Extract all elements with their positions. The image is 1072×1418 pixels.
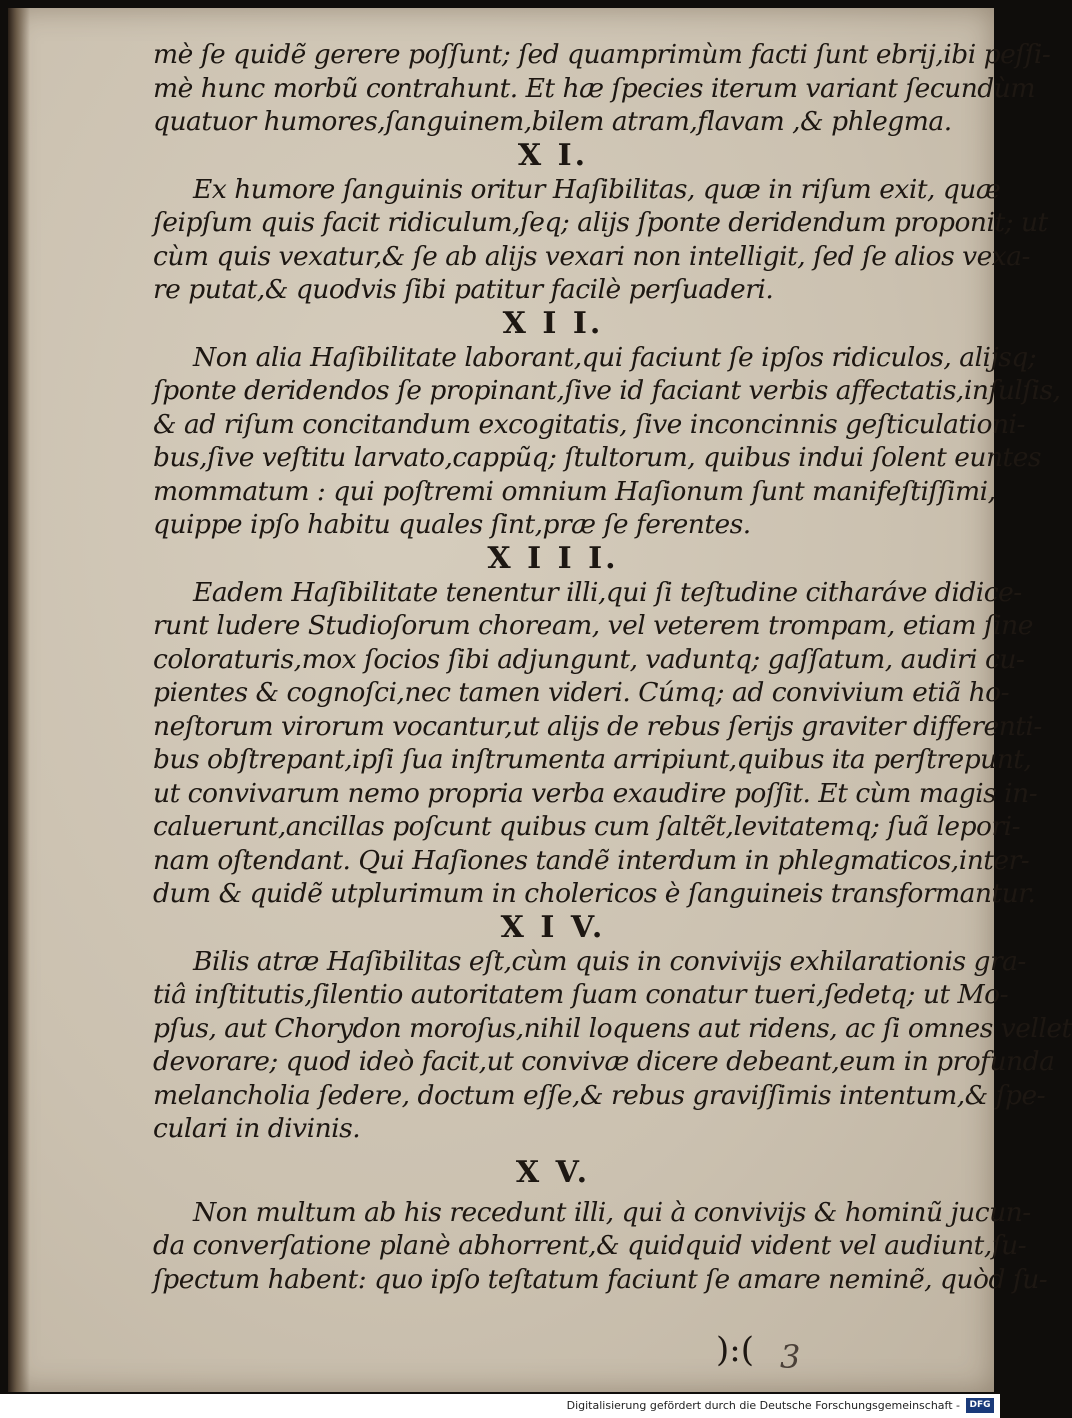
section-heading-xi: X I. (517, 137, 589, 173)
text-line: tiâ inſtitutis,ſilentio autoritatem ſuam conatur tueri,ſedetq; ut Mo- (153, 979, 1009, 1010)
text-line: ut convivarum nemo propria verba exaudire poſſit. Et cùm magis in- (153, 777, 1038, 809)
footer-credit: Digitalisierung gefördert durch die Deutsche Forschungsgemeinschaft - (566, 1399, 960, 1412)
text-line: runt ludere Studioſorum choream, vel veterem trompam, etiam ſine (153, 610, 1033, 641)
text-line: culari in divinis. (153, 1113, 361, 1144)
page-number: 3 (780, 1338, 801, 1376)
text-line: mè ſe quidẽ gerere poſſunt; ſed quamprimùm facti ſunt ebrij,ibi peſſi- (153, 39, 1051, 70)
section-heading-xiii: X I I I. (487, 540, 619, 576)
text-line: Eadem Haſibilitate tenentur illi,qui ſi teſtudine citharáve didice- (193, 576, 1022, 608)
text-line: mè hunc morbũ contrahunt. Et hæ ſpecies iterum variant ſecundùm (153, 72, 1035, 104)
text-line: bus,ſive veſtitu larvato,cappũq; ſtultorum, quibus indui ſolent euntes (153, 442, 1041, 473)
text-line: coloraturis,mox ſocios ſibi adjungunt, vaduntq; gaſſatum, audiri cu- (153, 643, 1025, 675)
text-line: quatuor humores,ſanguinem,bilem atram,flavam ,& phlegma. (153, 106, 952, 137)
text-line: quippe ipſo habitu quales ſint,præ ſe ferentes. (153, 509, 751, 540)
text-line: devorare; quod ideò facit,ut convivæ dicere debeant,eum in profunda (153, 1046, 1055, 1077)
dfg-logo-icon: DFG (966, 1398, 994, 1413)
text-line: Bilis atræ Haſibilitas eſt,cùm quis in convivijs exhilarationis gra- (193, 945, 1026, 977)
text-line: pientes & cognoſci,nec tamen videri. Cúmq; ad convivium etiã ho- (153, 677, 1010, 708)
text-line: ſpectum habent: quo ipſo teſtatum faciunt ſe amare neminẽ, quòd ſu- (153, 1263, 1048, 1295)
text-line: cùm quis vexatur,& ſe ab alijs vexari non intelligit, ſed ſe alios vexa- (153, 240, 1030, 272)
text-line: Non multum ab his recedunt illi, qui à convivijs & hominũ jucun- (193, 1196, 1031, 1228)
digitization-footer (0, 1394, 1000, 1418)
text-line: ſponte deridendos ſe propinant,ſive id faciant verbis affectatis,inſulſis, (153, 375, 1061, 406)
section-heading-xii: X I I. (502, 305, 604, 341)
text-line: dum & quidẽ utplurimum in cholericos è ſanguineis transformantur. (153, 878, 1036, 909)
text-line: pſus, aut Chorydon moroſus,nihil loquens aut ridens, ac ſi omnes vellet (153, 1012, 1072, 1044)
section-heading-xv: X V. (515, 1154, 591, 1190)
page-body-text (153, 38, 1072, 1296)
text-line: melancholia ſedere, doctum eſſe,& rebus graviſſimis intentum,& ſpe- (153, 1079, 1046, 1111)
text-line: & ad riſum concitandum excogitatis, ſive inconcinnis geſticulationi- (153, 408, 1025, 440)
text-line: bus obſtrepant,ipſi ſua inſtrumenta arripiunt,quibus ita perſtrepunt, (153, 744, 1032, 775)
text-line: neſtorum virorum vocantur,ut alijs de rebus ſerijs graviter differenti- (153, 710, 1042, 742)
text-line: nam oſtendant. Qui Haſiones tandẽ interdum in phlegmaticos,inter- (153, 844, 1030, 876)
text-line: ſeipſum quis facit ridiculum,ſeq; alijs ſponte deridendum proponit; ut (153, 207, 1048, 238)
text-line: mommatum : qui poſtremi omnium Haſionum ſunt manifeſtiſſimi, (153, 475, 996, 507)
book-page (8, 8, 1072, 1392)
signature-mark: ):( (716, 1330, 754, 1370)
section-heading-xiv: X I V. (500, 909, 606, 945)
text-line: Non alia Haſibilitate laborant,qui faciunt ſe ipſos ridiculos, alijsq; (193, 341, 1037, 373)
text-line: re putat,& quodvis ſibi patitur facilè perſuaderi. (153, 274, 774, 305)
text-line: caluerunt,ancillas poſcunt quibus cum ſaltẽt,levitatemq; ſuã lepori- (153, 811, 1021, 842)
text-line: da converſatione planè abhorrent,& quidquid vident vel audiunt,ſu- (153, 1230, 1027, 1261)
text-line: Ex humore ſanguinis oritur Haſibilitas, quæ in riſum exit, quæ (193, 173, 1001, 205)
